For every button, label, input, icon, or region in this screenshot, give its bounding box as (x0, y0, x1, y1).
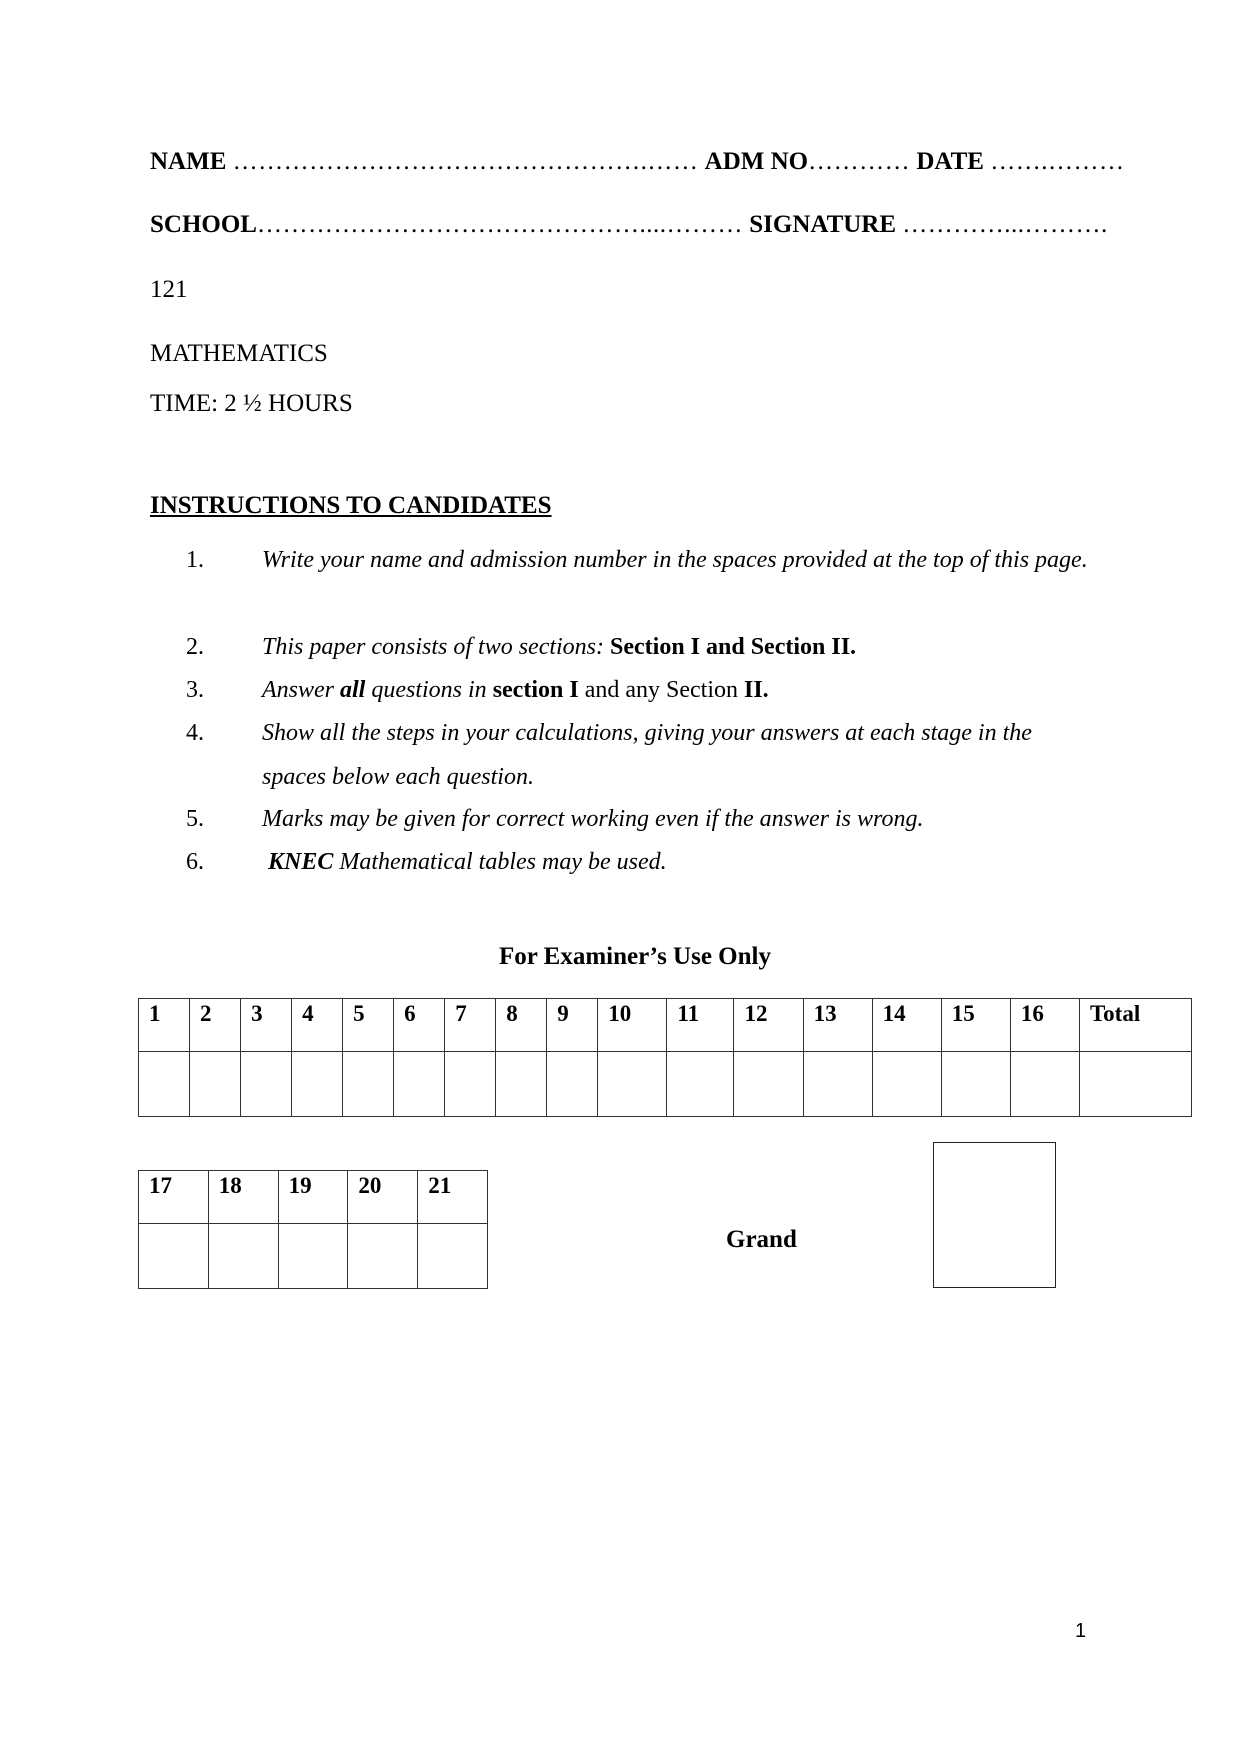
score-cell[interactable] (872, 1052, 941, 1117)
instruction-text-part: Answer (262, 677, 340, 703)
instruction-text-part: This paper consists of two sections: (262, 634, 611, 660)
instruction-text: Show all the steps in your calculations, giving your answers at each stage in the spaces below each question. (262, 720, 1032, 790)
instruction-text-part: and any Section (578, 677, 744, 703)
question-number: 9 (547, 999, 598, 1052)
instruction-number: 5. (186, 806, 204, 832)
instruction-text-bold: section I (492, 677, 579, 703)
question-number: 4 (292, 999, 343, 1052)
score-cell[interactable] (598, 1052, 667, 1117)
name-label: NAME (150, 148, 227, 175)
score-cell[interactable] (941, 1052, 1010, 1117)
subject: MATHEMATICS (150, 340, 328, 367)
score-cell[interactable] (734, 1052, 803, 1117)
instruction-text (268, 840, 1098, 884)
grand-total-box[interactable] (933, 1142, 1056, 1288)
score-cell[interactable] (1010, 1052, 1079, 1117)
name-line (150, 148, 1124, 176)
instruction-text: Write your name and admission number in the spaces provided at the top of this page. (262, 547, 1088, 573)
question-number: 15 (941, 999, 1010, 1052)
exam-time: TIME: 2 ½ HOURS (150, 390, 353, 417)
score-cell[interactable] (241, 1052, 292, 1117)
question-number: 13 (803, 999, 872, 1052)
marks-header-row (139, 999, 1192, 1052)
question-number: 5 (343, 999, 394, 1052)
date-label: DATE (916, 148, 984, 175)
signature-label: SIGNATURE (749, 211, 897, 238)
question-number: 11 (667, 999, 734, 1052)
school-line (150, 211, 1108, 239)
question-number: 18 (208, 1171, 278, 1224)
instruction-text (262, 625, 1092, 669)
instruction-text-bold: Section I and Section II. (610, 634, 857, 660)
score-cell[interactable] (394, 1052, 445, 1117)
total-header: Total (1079, 999, 1191, 1052)
marks-score-row (139, 1224, 488, 1289)
grand-label: Grand (726, 1226, 797, 1253)
question-number: 20 (348, 1171, 418, 1224)
marks-table-2 (138, 1170, 488, 1289)
question-number: 21 (418, 1171, 488, 1224)
question-number: 8 (496, 999, 547, 1052)
score-cell[interactable] (190, 1052, 241, 1117)
instructions-heading: INSTRUCTIONS TO CANDIDATES (150, 492, 552, 519)
instruction-number: 3. (186, 677, 204, 703)
score-cell[interactable] (803, 1052, 872, 1117)
score-cell[interactable] (348, 1224, 418, 1289)
instruction-text-part: Mathematical tables may be used. (333, 849, 667, 875)
score-cell[interactable] (445, 1052, 496, 1117)
paper-code: 121 (150, 276, 188, 303)
marks-header-row (139, 1171, 488, 1224)
instruction-text: Marks may be given for correct working even if the answer is wrong. (262, 806, 924, 832)
date-field[interactable]: …….……… (990, 148, 1125, 175)
score-cell[interactable] (292, 1052, 343, 1117)
score-cell[interactable] (343, 1052, 394, 1117)
question-number: 3 (241, 999, 292, 1052)
instruction-text-part: questions in (365, 677, 493, 703)
question-number: 10 (598, 999, 667, 1052)
question-number: 17 (139, 1171, 209, 1224)
school-field[interactable]: ………………………………………....……… (256, 211, 743, 238)
question-number: 7 (445, 999, 496, 1052)
question-number: 19 (278, 1171, 348, 1224)
question-number: 14 (872, 999, 941, 1052)
instruction-number: 1. (186, 547, 204, 573)
school-label: SCHOOL (150, 211, 257, 238)
instruction-text-bold: KNEC (268, 849, 334, 875)
instruction-text-bold: II. (743, 677, 769, 703)
marks-score-row (139, 1052, 1192, 1117)
name-field[interactable]: ………………………………………….…… (232, 148, 699, 175)
score-cell[interactable] (139, 1224, 209, 1289)
instruction-number: 2. (186, 634, 204, 660)
question-number: 2 (190, 999, 241, 1052)
page-number: 1 (1075, 1620, 1087, 1642)
instruction-text (262, 668, 1092, 712)
score-cell[interactable] (667, 1052, 734, 1117)
total-cell[interactable] (1079, 1052, 1191, 1117)
score-cell[interactable] (496, 1052, 547, 1117)
score-cell[interactable] (547, 1052, 598, 1117)
instruction-text-bold: all (340, 677, 366, 703)
score-cell[interactable] (418, 1224, 488, 1289)
question-number: 6 (394, 999, 445, 1052)
instruction-number: 6. (186, 849, 204, 875)
score-cell[interactable] (278, 1224, 348, 1289)
signature-field[interactable]: …………...………. (902, 211, 1108, 238)
adm-field[interactable]: ………… (808, 148, 911, 175)
question-number: 12 (734, 999, 803, 1052)
instruction-number: 4. (186, 720, 204, 746)
score-cell[interactable] (208, 1224, 278, 1289)
score-cell[interactable] (139, 1052, 190, 1117)
question-number: 16 (1010, 999, 1079, 1052)
marks-table-1 (138, 998, 1192, 1117)
examiner-title: For Examiner’s Use Only (499, 943, 771, 970)
adm-label: ADM NO (704, 148, 809, 175)
question-number: 1 (139, 999, 190, 1052)
